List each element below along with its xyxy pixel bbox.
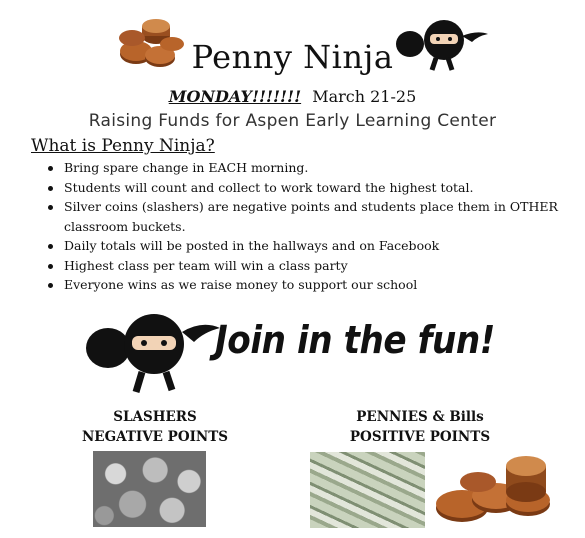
subtitle: Raising Funds for Aspen Early Learning Center [88, 111, 497, 131]
list-item: Students will count and collect to work toward the highest total. [42, 178, 562, 198]
list-item: Bring spare change in EACH morning. [42, 158, 562, 178]
dollar-bills-image [310, 452, 425, 528]
pennies-label: PENNIES & Bills POSITIVE POINTS [349, 409, 491, 445]
list-item: Silver coins (slashers) are negative points and students place them in OTHER classroom buckets. [42, 197, 562, 236]
pennies-pile-image [432, 452, 554, 528]
section-heading: What is Penny Ninja? [31, 136, 215, 156]
date-range: March 21-25 [312, 87, 417, 106]
list-item: Daily totals will be posted in the hallways and on Facebook [42, 236, 562, 256]
list-item: Everyone wins as we raise money to support our school [42, 275, 562, 295]
date-line [0, 87, 585, 106]
day-label: MONDAY!!!!!!! [168, 87, 302, 106]
info-list [42, 158, 562, 295]
list-item: Highest class per team will win a class party [42, 256, 562, 276]
slashers-label: SLASHERS NEGATIVE POINTS [81, 409, 229, 445]
page-title: Penny Ninja [191, 38, 394, 76]
join-banner-text: Join in the fun! [215, 318, 495, 362]
silver-coins-image [93, 451, 206, 527]
ninja-banner-icon [82, 302, 222, 394]
